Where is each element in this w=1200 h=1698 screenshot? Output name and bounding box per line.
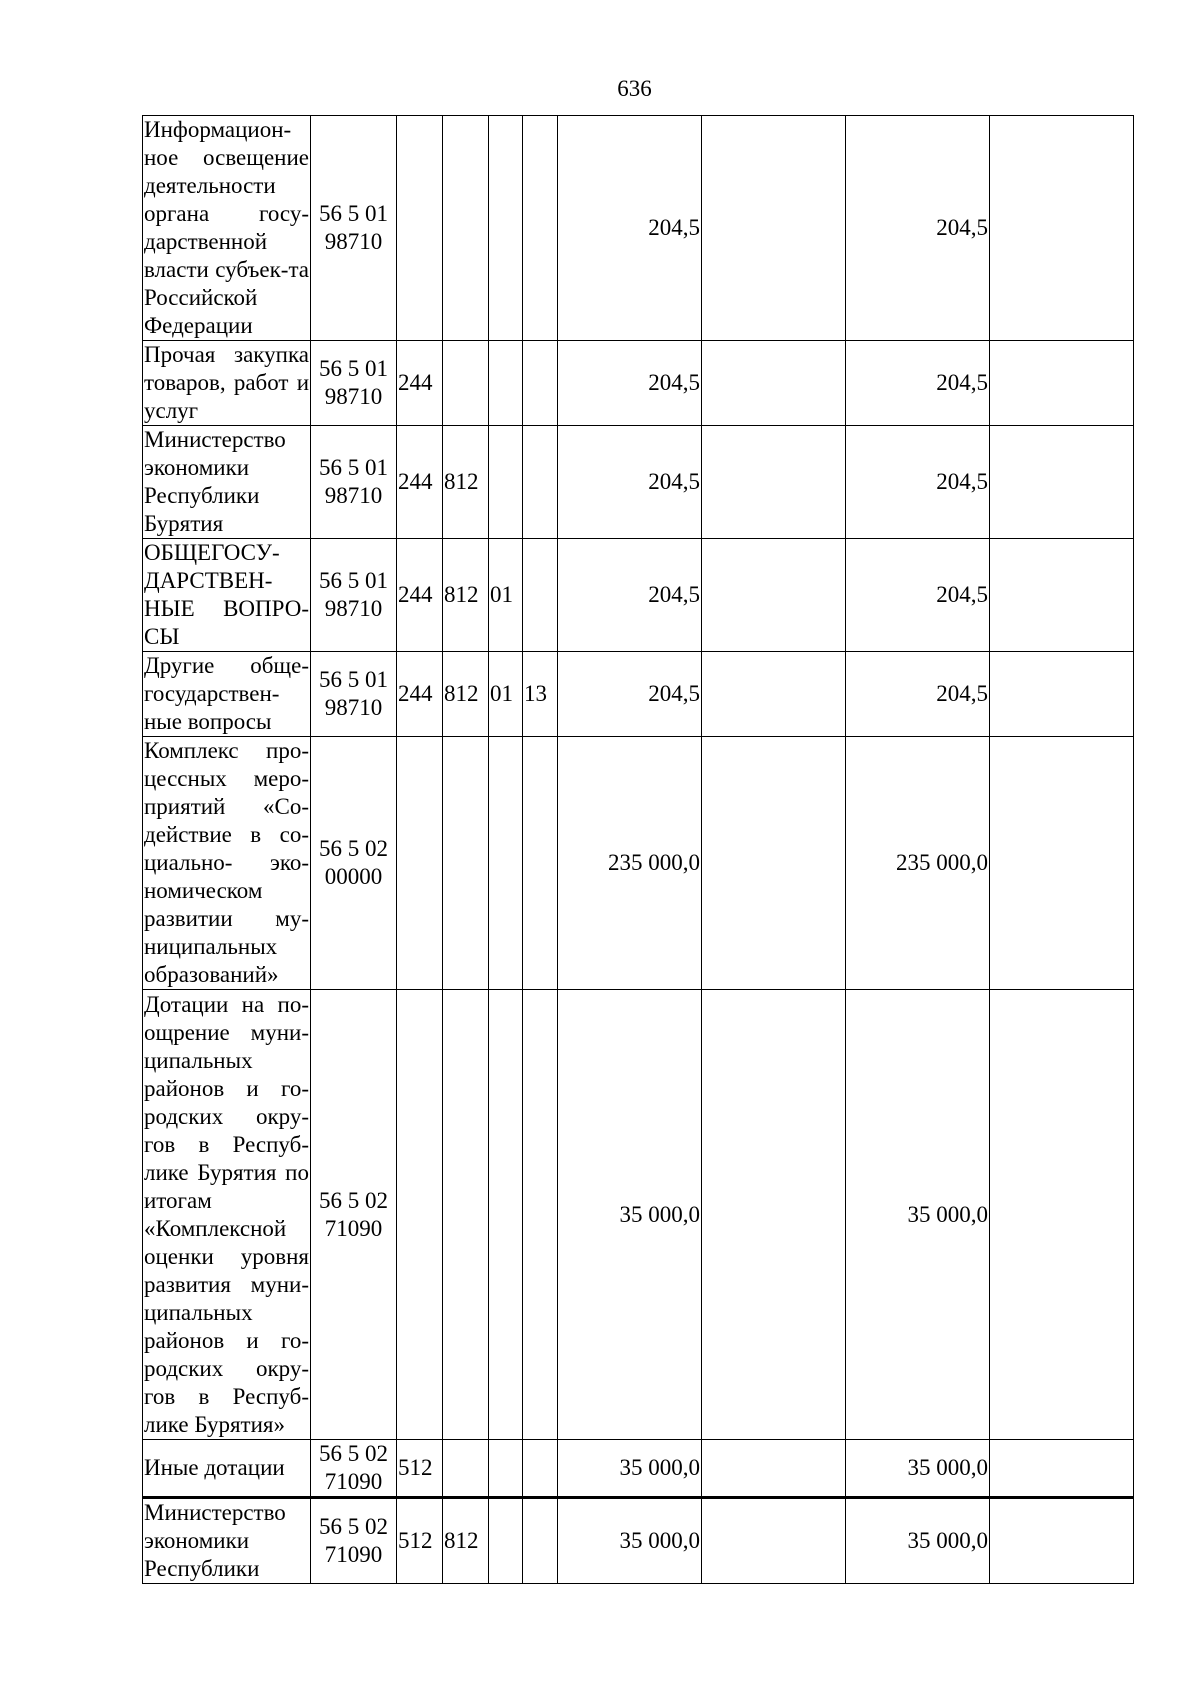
row-name: Дотации на по-ощрение муни-ципальных районов и го-родских окру-гов в Респуб-лике Бурятия по итогам «Комплексной оценки уровня развития муни-ципальных районов и го-родских окру-гов в Респуб-лике Бурятия» [143,990,311,1440]
amount-col-2 [702,737,846,990]
amount-total: 204,5 [558,116,702,341]
amount-col-4 [990,341,1134,426]
page-number: 636 [617,76,652,101]
ministry-code: 812 [443,1498,489,1584]
amount-col-2 [702,341,846,426]
expense-type-code [397,990,443,1440]
amount-total: 204,5 [558,426,702,539]
section-code: 01 [489,652,523,737]
subsection-code [523,1498,558,1584]
row-name: Информацион-ное освещение деятельности органа госу-дарственной власти субъек-та Российской Федерации [143,116,311,341]
subsection-code [523,1440,558,1498]
target-article-code: 56 5 01 98710 [311,652,397,737]
section-code [489,426,523,539]
expense-type-code [397,737,443,990]
ministry-code: 812 [443,426,489,539]
expense-type-code: 512 [397,1498,443,1584]
amount-col-4 [990,1498,1134,1584]
amount-col-4 [990,426,1134,539]
amount-col-2 [702,652,846,737]
table-row [143,737,1134,990]
section-code: 01 [489,539,523,652]
row-name: ОБЩЕГОСУ-ДАРСТВЕН-НЫЕ ВОПРО-СЫ [143,539,311,652]
amount-total: 204,5 [558,341,702,426]
amount-col-2 [702,1440,846,1498]
ministry-code [443,116,489,341]
amount-col-3: 204,5 [846,116,990,341]
amount-total: 35 000,0 [558,1440,702,1498]
table-row [143,539,1134,652]
table-row [143,341,1134,426]
section-code [489,1498,523,1584]
table-row [143,1440,1134,1498]
subsection-code [523,341,558,426]
expense-type-code: 244 [397,341,443,426]
amount-col-2 [702,539,846,652]
target-article-code: 56 5 01 98710 [311,341,397,426]
ministry-code [443,341,489,426]
subsection-code [523,426,558,539]
amount-col-3: 35 000,0 [846,1498,990,1584]
expense-type-code [397,116,443,341]
amount-col-3: 204,5 [846,539,990,652]
amount-col-3: 35 000,0 [846,1440,990,1498]
subsection-code [523,539,558,652]
row-name: Другие обще-государствен-ные вопросы [143,652,311,737]
target-article-code: 56 5 02 71090 [311,990,397,1440]
amount-total: 35 000,0 [558,1498,702,1584]
expense-type-code: 244 [397,539,443,652]
amount-total: 35 000,0 [558,990,702,1440]
amount-col-2 [702,990,846,1440]
amount-total: 204,5 [558,539,702,652]
row-name: Министерство экономики Республики Бурятия [143,426,311,539]
amount-col-2 [702,426,846,539]
amount-col-4 [990,116,1134,341]
amount-col-4 [990,990,1134,1440]
amount-col-4 [990,1440,1134,1498]
section-code [489,116,523,341]
subsection-code [523,737,558,990]
section-code [489,1440,523,1498]
amount-col-3: 35 000,0 [846,990,990,1440]
section-code [489,737,523,990]
ministry-code [443,1440,489,1498]
amount-col-4 [990,737,1134,990]
subsection-code [523,116,558,341]
amount-col-4 [990,539,1134,652]
expense-type-code: 244 [397,652,443,737]
table-row [143,116,1134,341]
ministry-code [443,737,489,990]
subsection-code: 13 [523,652,558,737]
table-row [143,652,1134,737]
target-article-code: 56 5 01 98710 [311,539,397,652]
section-code [489,341,523,426]
target-article-code: 56 5 02 00000 [311,737,397,990]
table-row [143,426,1134,539]
amount-col-2 [702,1498,846,1584]
amount-total: 235 000,0 [558,737,702,990]
table-row [143,1498,1134,1584]
budget-table [142,115,1134,1584]
target-article-code: 56 5 01 98710 [311,116,397,341]
amount-col-3: 204,5 [846,652,990,737]
subsection-code [523,990,558,1440]
expense-type-code: 244 [397,426,443,539]
amount-total: 204,5 [558,652,702,737]
row-name: Прочая закупка товаров, работ и услуг [143,341,311,426]
table-row [143,990,1134,1440]
target-article-code: 56 5 01 98710 [311,426,397,539]
ministry-code: 812 [443,652,489,737]
amount-col-2 [702,116,846,341]
expense-type-code: 512 [397,1440,443,1498]
ministry-code [443,990,489,1440]
amount-col-4 [990,652,1134,737]
row-name: Комплекс про-цессных меро-приятий «Со-действие в со-циально- эко-номическом развитии му-ниципальных образований» [143,737,311,990]
row-name: Иные дотации [143,1440,311,1498]
amount-col-3: 204,5 [846,341,990,426]
row-name: Министерство экономики Республики [143,1498,311,1584]
amount-col-3: 235 000,0 [846,737,990,990]
target-article-code: 56 5 02 71090 [311,1440,397,1498]
amount-col-3: 204,5 [846,426,990,539]
section-code [489,990,523,1440]
ministry-code: 812 [443,539,489,652]
target-article-code: 56 5 02 71090 [311,1498,397,1584]
